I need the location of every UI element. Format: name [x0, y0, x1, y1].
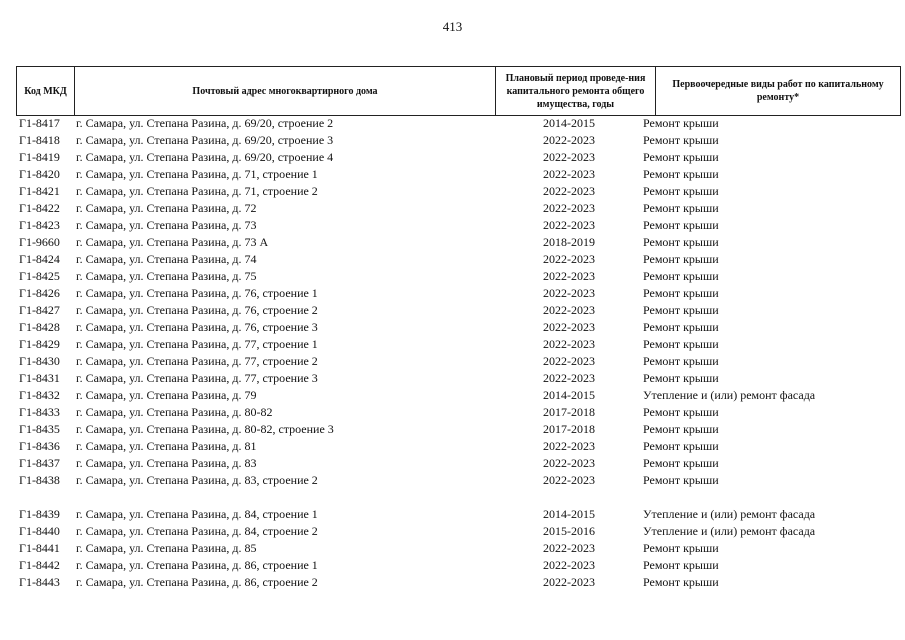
table-row [0, 201, 905, 218]
row-period: 2022-2023 [543, 575, 595, 589]
row-work: Ремонт крыши [643, 235, 719, 249]
row-code: Г1-8440 [19, 524, 60, 538]
row-address: г. Самара, ул. Степана Разина, д. 77, строение 3 [76, 371, 318, 385]
row-code: Г1-8430 [19, 354, 60, 368]
row-address: г. Самара, ул. Степана Разина, д. 84, строение 2 [76, 524, 318, 538]
row-address: г. Самара, ул. Степана Разина, д. 69/20, строение 4 [76, 150, 334, 164]
table-row [0, 252, 905, 269]
row-code: Г1-8439 [19, 507, 60, 521]
row-address: г. Самара, ул. Степана Разина, д. 76, строение 3 [76, 320, 318, 334]
table-row [0, 354, 905, 371]
row-work: Ремонт крыши [643, 422, 719, 436]
header-period: Плановый период проведе-ния капитального ремонта общего имущества, годы [496, 67, 656, 115]
row-address: г. Самара, ул. Степана Разина, д. 83, строение 2 [76, 473, 318, 487]
row-code: Г1-8435 [19, 422, 60, 436]
row-address: г. Самара, ул. Степана Разина, д. 81 [76, 439, 257, 453]
row-work: Утепление и (или) ремонт фасада [643, 388, 816, 402]
row-period: 2022-2023 [543, 286, 595, 300]
row-period: 2022-2023 [543, 218, 595, 232]
row-work: Ремонт крыши [643, 473, 719, 487]
table-row [0, 167, 905, 184]
row-code: Г1-8427 [19, 303, 60, 317]
table-row [0, 473, 905, 490]
row-period: 2018-2019 [543, 235, 595, 249]
row-period: 2022-2023 [543, 354, 595, 368]
row-address: г. Самара, ул. Степана Разина, д. 73 А [76, 235, 269, 249]
row-period: 2022-2023 [543, 337, 595, 351]
row-work: Ремонт крыши [643, 371, 719, 385]
row-code: Г1-8431 [19, 371, 60, 385]
table-row [0, 184, 905, 201]
row-period: 2017-2018 [543, 405, 595, 419]
table-row [0, 235, 905, 252]
table-row [0, 150, 905, 167]
row-work: Ремонт крыши [643, 286, 719, 300]
row-address: г. Самара, ул. Степана Разина, д. 71, строение 1 [76, 167, 318, 181]
row-period: 2014-2015 [543, 388, 595, 402]
row-work: Ремонт крыши [643, 541, 719, 555]
row-code: Г1-8420 [19, 167, 60, 181]
table-row [0, 371, 905, 388]
table-row [0, 558, 905, 575]
table-row [0, 116, 905, 133]
row-period: 2015-2016 [543, 524, 595, 538]
row-work: Ремонт крыши [643, 456, 719, 470]
row-period: 2022-2023 [543, 456, 595, 470]
row-code: Г1-8421 [19, 184, 60, 198]
row-code: Г1-9660 [19, 235, 60, 249]
row-period: 2022-2023 [543, 252, 595, 266]
table-row [0, 133, 905, 150]
row-work: Ремонт крыши [643, 575, 719, 589]
row-address: г. Самара, ул. Степана Разина, д. 79 [76, 388, 257, 402]
table-row [0, 388, 905, 405]
row-address: г. Самара, ул. Степана Разина, д. 80-82, строение 3 [76, 422, 334, 436]
header-works: Первоочередные виды работ по капитальному ремонту* [672, 79, 884, 103]
row-work: Ремонт крыши [643, 320, 719, 334]
row-address: г. Самара, ул. Степана Разина, д. 75 [76, 269, 257, 283]
row-work: Ремонт крыши [643, 354, 719, 368]
row-work: Ремонт крыши [643, 116, 719, 130]
row-work: Ремонт крыши [643, 218, 719, 232]
row-work: Ремонт крыши [643, 558, 719, 572]
row-work: Ремонт крыши [643, 133, 719, 147]
row-address: г. Самара, ул. Степана Разина, д. 77, строение 1 [76, 337, 318, 351]
row-code: Г1-8423 [19, 218, 60, 232]
row-period: 2022-2023 [543, 201, 595, 215]
header-code: Код МКД [17, 67, 75, 115]
table-row [0, 456, 905, 473]
row-work: Ремонт крыши [643, 439, 719, 453]
row-code: Г1-8436 [19, 439, 60, 453]
row-address: г. Самара, ул. Степана Разина, д. 85 [76, 541, 257, 555]
row-work: Ремонт крыши [643, 337, 719, 351]
row-period: 2022-2023 [543, 150, 595, 164]
row-work: Ремонт крыши [643, 269, 719, 283]
table-row [0, 269, 905, 286]
row-work: Ремонт крыши [643, 405, 719, 419]
row-code: Г1-8442 [19, 558, 60, 572]
page-number: 413 [442, 19, 463, 34]
row-period: 2022-2023 [543, 473, 595, 487]
row-work: Ремонт крыши [643, 184, 719, 198]
row-address: г. Самара, ул. Степана Разина, д. 73 [76, 218, 257, 232]
row-code: Г1-8422 [19, 201, 60, 215]
row-code: Г1-8429 [19, 337, 60, 351]
row-work: Ремонт крыши [643, 150, 719, 164]
row-code: Г1-8426 [19, 286, 60, 300]
row-period: 2014-2015 [543, 116, 595, 130]
row-address: г. Самара, ул. Степана Разина, д. 83 [76, 456, 257, 470]
row-period: 2022-2023 [543, 184, 595, 198]
row-period: 2022-2023 [543, 133, 595, 147]
header-address: Почтовый адрес многоквартирного дома [75, 67, 496, 115]
row-period: 2017-2018 [543, 422, 595, 436]
row-code: Г1-8438 [19, 473, 60, 487]
row-address: г. Самара, ул. Степана Разина, д. 76, строение 2 [76, 303, 318, 317]
table-row [0, 524, 905, 541]
table-row [0, 218, 905, 235]
table-row [0, 507, 905, 524]
row-code: Г1-8433 [19, 405, 60, 419]
row-address: г. Самара, ул. Степана Разина, д. 84, строение 1 [76, 507, 318, 521]
table-row [0, 303, 905, 320]
row-code: Г1-8428 [19, 320, 60, 334]
row-code: Г1-8425 [19, 269, 60, 283]
row-period: 2022-2023 [543, 320, 595, 334]
table-row [0, 541, 905, 558]
row-address: г. Самара, ул. Степана Разина, д. 74 [76, 252, 257, 266]
row-period: 2022-2023 [543, 439, 595, 453]
row-work: Утепление и (или) ремонт фасада [643, 524, 816, 538]
row-code: Г1-8417 [19, 116, 60, 130]
row-code: Г1-8437 [19, 456, 60, 470]
row-period: 2022-2023 [543, 269, 595, 283]
table-row [0, 439, 905, 456]
row-period: 2022-2023 [543, 303, 595, 317]
row-address: г. Самара, ул. Степана Разина, д. 72 [76, 201, 257, 215]
row-work: Ремонт крыши [643, 303, 719, 317]
row-address: г. Самара, ул. Степана Разина, д. 76, строение 1 [76, 286, 318, 300]
row-address: г. Самара, ул. Степана Разина, д. 80-82 [76, 405, 273, 419]
row-code: Г1-8419 [19, 150, 60, 164]
row-period: 2022-2023 [543, 371, 595, 385]
row-period: 2014-2015 [543, 507, 595, 521]
row-work: Ремонт крыши [643, 201, 719, 215]
row-work: Утепление и (или) ремонт фасада [643, 507, 816, 521]
table-row [0, 320, 905, 337]
row-address: г. Самара, ул. Степана Разина, д. 86, строение 2 [76, 575, 318, 589]
row-period: 2022-2023 [543, 167, 595, 181]
row-address: г. Самара, ул. Степана Разина, д. 71, строение 2 [76, 184, 318, 198]
table-row [0, 286, 905, 303]
row-code: Г1-8441 [19, 541, 60, 555]
table-row [0, 337, 905, 354]
table-header [16, 66, 901, 116]
row-address: г. Самара, ул. Степана Разина, д. 69/20, строение 3 [76, 133, 334, 147]
row-address: г. Самара, ул. Степана Разина, д. 77, строение 2 [76, 354, 318, 368]
row-address: г. Самара, ул. Степана Разина, д. 69/20, строение 2 [76, 116, 334, 130]
row-code: Г1-8418 [19, 133, 60, 147]
row-code: Г1-8432 [19, 388, 60, 402]
row-work: Ремонт крыши [643, 167, 719, 181]
row-code: Г1-8443 [19, 575, 60, 589]
row-period: 2022-2023 [543, 541, 595, 555]
row-period: 2022-2023 [543, 558, 595, 572]
table-row [0, 405, 905, 422]
row-address: г. Самара, ул. Степана Разина, д. 86, строение 1 [76, 558, 318, 572]
row-work: Ремонт крыши [643, 252, 719, 266]
row-code: Г1-8424 [19, 252, 60, 266]
table-row [0, 422, 905, 439]
table-row [0, 575, 905, 592]
